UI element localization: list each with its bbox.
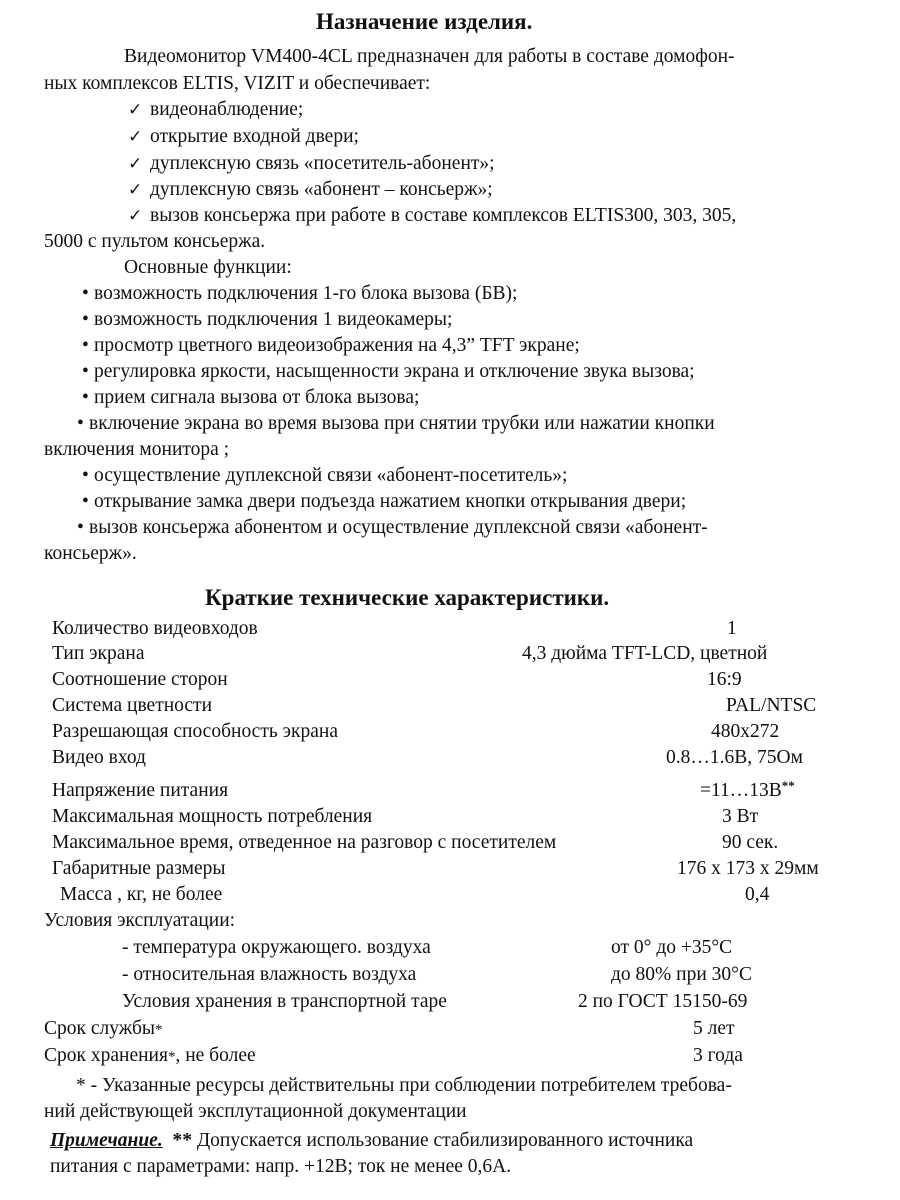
check-item-continuation: 5000 с пультом консьержа. — [44, 231, 266, 252]
condition-label: Условия хранения в транспортной таре — [122, 991, 447, 1012]
bullet-icon: • — [82, 309, 89, 330]
service-life-value: 5 лет — [693, 1018, 735, 1039]
condition-label: - температура окружающего. воздуха — [122, 937, 431, 958]
function-item-continuation: консьерж». — [44, 543, 137, 564]
functions-title: Основные функции: — [124, 257, 292, 278]
spec-value: =11…13В** — [700, 778, 795, 801]
bullet-icon: • — [82, 387, 89, 408]
bullet-icon: • — [77, 517, 84, 538]
function-item: • возможность подключения 1 видеокамеры; — [82, 307, 452, 333]
function-item-continuation: включения монитора ; — [44, 439, 230, 460]
function-item: • включение экрана во время вызова при снятии трубки или нажатии кнопки — [77, 411, 715, 437]
asterisk: * — [167, 1049, 176, 1065]
spec-value: 16:9 — [707, 669, 742, 690]
function-item: • регулировка яркости, насыщенности экрана и отключение звука вызова; — [82, 359, 695, 385]
spec-label: Видео вход — [52, 747, 146, 768]
function-item: • открывание замка двери подъезда нажатием кнопки открывания двери; — [82, 489, 686, 515]
check-item: ✓ открытие входной двери; — [128, 124, 359, 150]
conditions-label: Условия эксплуатации: — [44, 910, 236, 931]
function-item: • осуществление дуплексной связи «абонент-посетитель»; — [82, 463, 567, 489]
spec-value: 176 x 173 x 29мм — [677, 858, 819, 879]
function-item: • просмотр цветного видеоизображения на 4,3” TFT экране; — [82, 333, 580, 359]
spec-label: Габаритные размеры — [52, 858, 226, 879]
note-line-2: питания с параметрами: напр. +12В; ток не менее 0,6А. — [50, 1156, 512, 1177]
check-item: ✓ дуплексную связь «абонент – консьерж»; — [128, 177, 493, 203]
spec-label: Система цветности — [52, 695, 212, 716]
footnote-line-1: * - Указанные ресурсы действительны при соблюдении потребителем требова- — [76, 1075, 732, 1096]
spec-label: Разрешающая способность экрана — [52, 721, 338, 742]
check-item: ✓ дуплексную связь «посетитель-абонент»; — [128, 151, 495, 177]
condition-label: - относительная влажность воздуха — [122, 964, 417, 985]
spec-value: 90 сек. — [722, 832, 779, 853]
checkmark-icon: ✓ — [128, 127, 143, 146]
spec-value: 1 — [727, 618, 737, 639]
bullet-icon: • — [82, 361, 89, 382]
spec-value: PAL/NTSC — [726, 695, 817, 716]
function-item: • возможность подключения 1-го блока вызова (БВ); — [82, 281, 517, 307]
checkmark-icon: ✓ — [128, 100, 143, 119]
function-item: • вызов консьержа абонентом и осуществление дуплексной связи «абонент- — [77, 515, 708, 541]
checkmark-icon: ✓ — [128, 206, 143, 225]
spec-label: Соотношение сторон — [52, 669, 228, 690]
checkmark-icon: ✓ — [128, 180, 143, 199]
bullet-icon: • — [82, 465, 89, 486]
asterisk: * — [154, 1022, 163, 1038]
double-asterisk: ** — [781, 778, 795, 793]
bullet-icon: • — [82, 283, 89, 304]
bullet-icon: • — [77, 413, 84, 434]
condition-value: 2 по ГОСТ 15150-69 — [578, 991, 748, 1012]
note-line-1: Примечание. ** Допускается использование стабилизированного источника — [50, 1130, 694, 1151]
specs-title: Краткие технические характеристики. — [205, 585, 610, 610]
spec-label: Количество видеовходов — [52, 618, 258, 639]
purpose-title: Назначение изделия. — [316, 9, 533, 34]
intro-line-2: ных комплексов ELTIS, VIZIT и обеспечивает: — [44, 73, 431, 94]
spec-label: Максимальная мощность потребления — [52, 806, 373, 827]
spec-value: 0,4 — [745, 884, 770, 905]
spec-label: Масса , кг, не более — [60, 884, 223, 905]
bullet-icon: • — [82, 335, 89, 356]
spec-value: 0.8…1.6В, 75Ом — [666, 747, 803, 768]
check-item: ✓ видеонаблюдение; — [128, 97, 303, 123]
spec-value: 3 Вт — [722, 806, 759, 827]
function-item: • прием сигнала вызова от блока вызова; — [82, 385, 419, 411]
double-asterisk: ** — [172, 1130, 192, 1151]
condition-value: до 80% при 30°С — [611, 964, 752, 985]
spec-label: Тип экрана — [52, 643, 145, 664]
spec-label: Напряжение питания — [52, 780, 229, 801]
footnote-line-2: ний действующей эксплутационной документации — [44, 1101, 467, 1122]
service-life-label: Срок службы* — [44, 1018, 163, 1039]
spec-label: Максимальное время, отведенное на разговор с посетителем — [52, 832, 557, 853]
condition-value: от 0° до +35°С — [611, 937, 733, 958]
spec-value: 4,3 дюйма TFT-LCD, цветной — [522, 643, 768, 664]
spec-value: 480x272 — [711, 721, 780, 742]
storage-value: 3 года — [693, 1045, 743, 1066]
intro-line-1: Видеомонитор VM400-4CL предназначен для работы в составе домофон- — [124, 46, 735, 67]
check-item: ✓ вызов консьержа при работе в составе комплексов ELTIS300, 303, 305, — [128, 203, 736, 229]
storage-label: Срок хранения*, не более — [44, 1045, 256, 1066]
bullet-icon: • — [82, 491, 89, 512]
checkmark-icon: ✓ — [128, 154, 143, 173]
note-label: Примечание. — [50, 1130, 163, 1151]
